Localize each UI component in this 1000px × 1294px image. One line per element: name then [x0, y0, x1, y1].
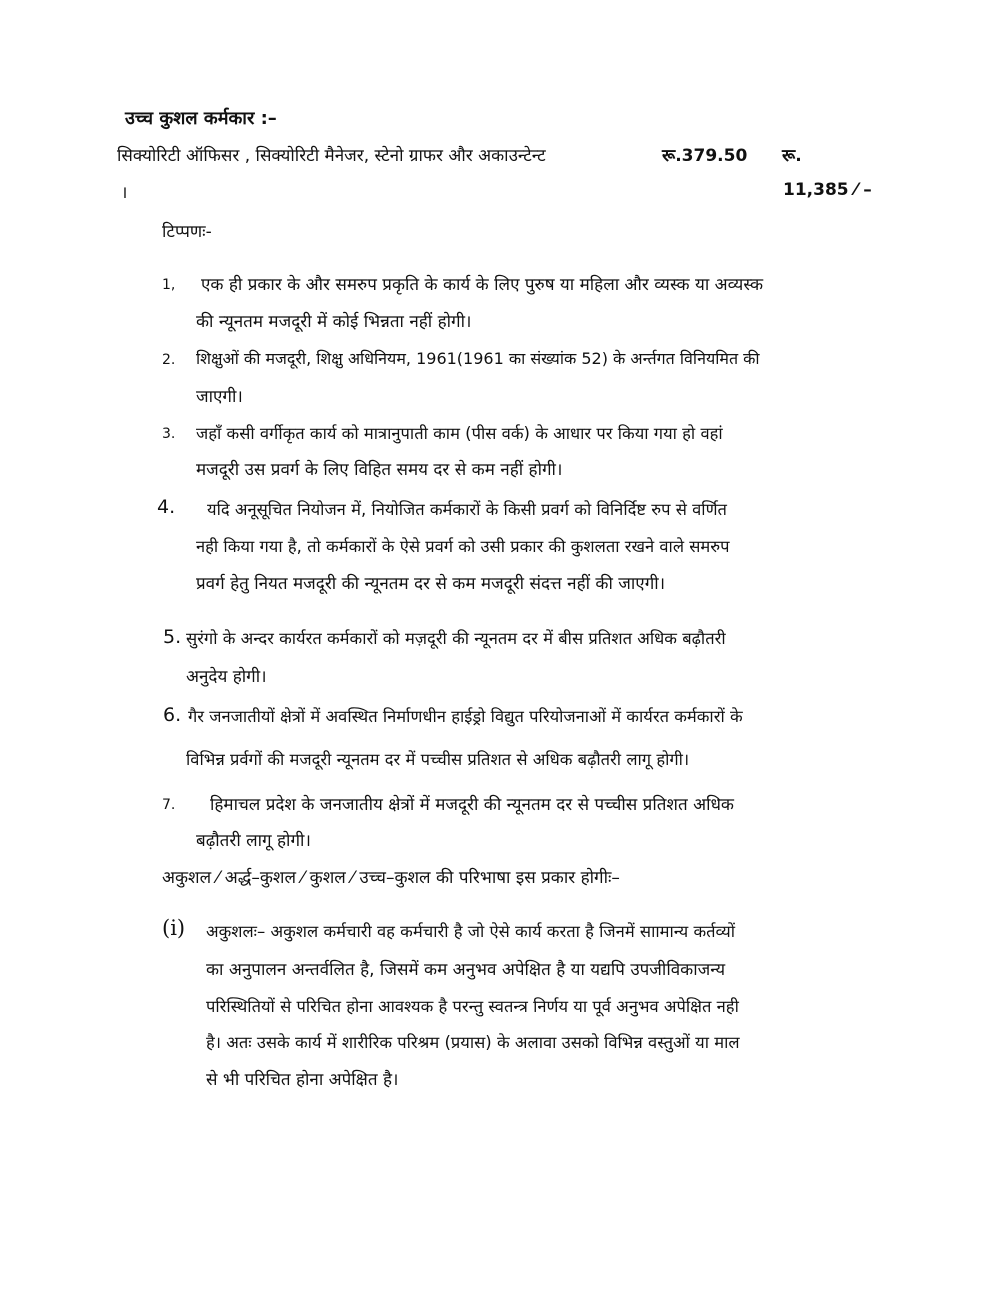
note-line: गैर जनजातीयों क्षेत्रों में अवस्थित निर्माणधीन हाईड्रो विद्युत परियोजनाओं में कार्यरत कर्मकारों के: [188, 707, 743, 726]
note-line: प्रवर्ग हेतु नियत मजदूरी की न्यूनतम दर से कम मजदूरी संदत्त नहीं की जाएगी।: [196, 574, 666, 594]
note-line: विभिन्न प्रर्वगों की मजदूरी न्यूनतम दर में पच्चीस प्रतिशत से अधिक बढ़ौतरी लागू होगी।: [186, 750, 690, 769]
definition-line: से भी परिचित होना अपेक्षित है।: [206, 1070, 399, 1090]
note-line: जाएगी।: [196, 387, 243, 407]
note-line: सुरंगो के अन्दर कार्यरत कर्मकारों को मज़दूरी की न्यूनतम दर में बीस प्रतिशत अधिक बढ़ौतरी: [186, 629, 726, 648]
note-line: शिक्षुओं की मजदूरी, शिक्षु अधिनियम, 1961(1961 का संख्यांक 52) के अर्न्तगत विनियमित की: [196, 349, 760, 368]
definition-line: का अनुपालन अन्तर्वलित है, जिसमें कम अनुभव अपेक्षित है या यद्यपि उपजीविकाजन्य: [206, 960, 726, 980]
definition-line: अकुशलः– अकुशल कर्मचारी वह कर्मचारी है जो ऐसे कार्य करता है जिनमें साामान्य कर्तव्यों: [206, 922, 736, 941]
monthly-prefix: रू.: [782, 146, 802, 166]
wage-categories: सिक्योरिटी ऑफिसर , सिक्योरिटी मैनेजर, स्टेनो ग्राफर और अकाउन्टेन्ट: [117, 146, 546, 166]
note-line: मजदूरी उस प्रवर्ग के लिए विहित समय दर से कम नहीं होगी।: [196, 460, 563, 480]
note-line: अनुदेय होगी।: [186, 667, 267, 687]
note-line: एक ही प्रकार के और समरुप प्रकृति के कार्य के लिए पुरुष या महिला और व्यस्क या अव्यस्क: [201, 275, 764, 295]
separator-bar: ।: [121, 183, 128, 203]
note-number: 1,: [162, 277, 176, 293]
note-line: यदि अनूसूचित नियोजन में, नियोजित कर्मकारों के किसी प्रवर्ग को विनिर्दिष्ट रुप से वर्णित: [207, 500, 727, 519]
note-line: जहॉं कसी वर्गीकृत कार्य को मात्रानुपाती काम (पीस वर्क) के आधार पर किया गया हो वहां: [196, 424, 723, 443]
monthly-rate: 11,385 ⁄ –: [783, 180, 872, 200]
note-number: 2.: [162, 352, 176, 368]
note-number: 5.: [163, 626, 182, 648]
note-number: 7.: [162, 797, 176, 813]
note-number: 4.: [157, 496, 176, 518]
note-line: बढ़ौतरी लागू होगी।: [196, 831, 311, 851]
note-number: 6.: [163, 704, 182, 726]
note-line: नही किया गया है, तो कर्मकारों के ऐसे प्रवर्ग को उसी प्रकार की कुशलता रखने वाले समरुप: [196, 537, 730, 556]
daily-rate: रू.379.50: [662, 146, 748, 166]
definition-line: परिस्थितियों से परिचित होना आवश्यक है परन्तु स्वतन्त्र निर्णय या पूर्व अनुभव अपेक्षित नही: [206, 997, 739, 1016]
note-number: 3.: [162, 426, 176, 442]
notes-heading: टिप्पणः-: [162, 222, 212, 242]
note-line: की न्यूनतम मजदूरी में कोई भिन्नता नहीं होगी।: [196, 312, 472, 332]
definition-heading: अकुशल ⁄ अर्द्ध–कुशल ⁄ कुशल ⁄ उच्च–कुशल की परिभाषा इस प्रकार होगीः–: [162, 868, 620, 888]
note-line: हिमाचल प्रदेश के जनजातीय क्षेत्रों में मजदूरी की न्यूनतम दर से पच्चीस प्रतिशत अधिक: [210, 795, 734, 815]
definition-line: है। अतः उसके कार्य में शारीरिक परिश्रम (प्रयास) के अलावा उसको विभिन्न वस्तुओं या माल: [206, 1033, 740, 1052]
section-heading: उच्च कुशल कर्मकार :–: [125, 108, 277, 129]
definition-number: (i): [162, 916, 186, 940]
